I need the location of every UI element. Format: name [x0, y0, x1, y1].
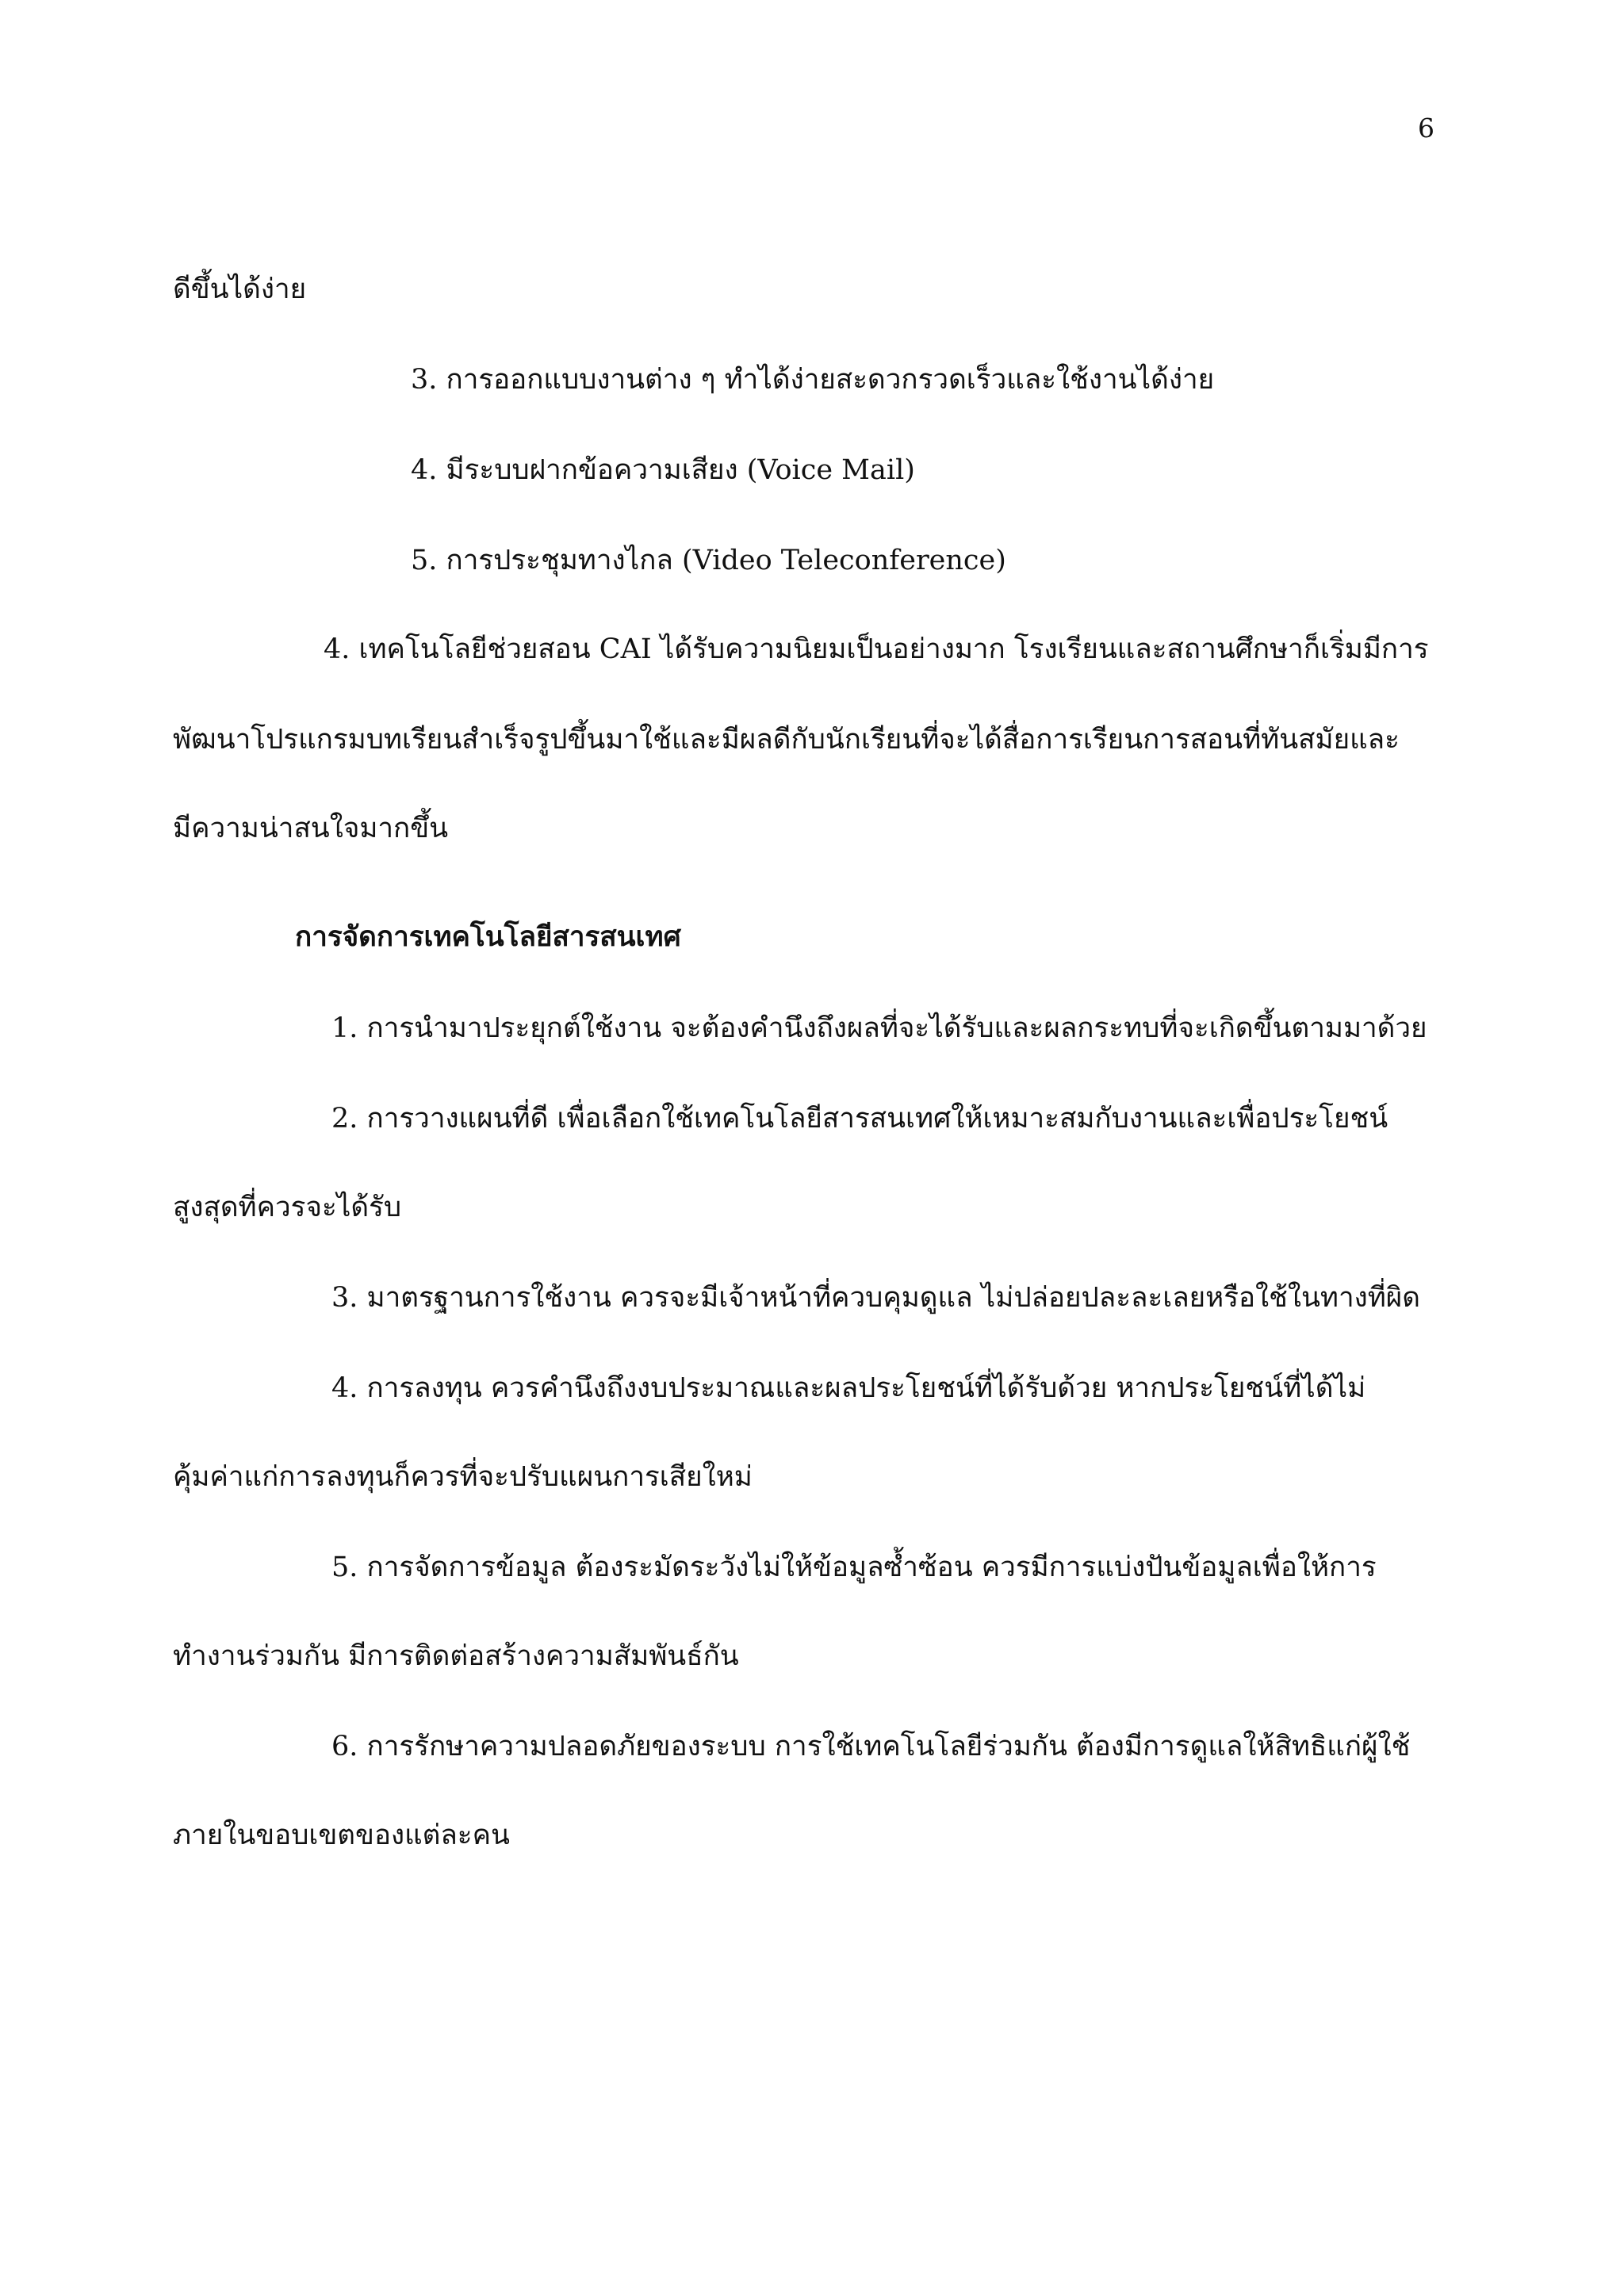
paragraph-4-line-2: พัฒนาโปรแกรมบทเรียนสำเร็จรูปขึ้นมาใช้และมีผลดีกับนักเรียนที่จะได้สื่อการเรียนการสอนที่ทันสมัยและ: [173, 724, 1400, 756]
mgmt-item-2-line-2: สูงสุดที่ควรจะได้รับ: [173, 1192, 402, 1223]
paragraph-4-line-1: 4. เทคโนโลยีช่วยสอน CAI ได้รับความนิยมเป็นอย่างมาก โรงเรียนและสถานศึกษาก็เริ่มมีการ: [324, 633, 1429, 665]
mgmt-item-5-line-1: 5. การจัดการข้อมูล ต้องระมัดระวังไม่ให้ข้อมูลซ้ำซ้อน ควรมีการแบ่งปันข้อมูลเพื่อให้การ: [331, 1552, 1377, 1583]
page-number: 6: [1418, 113, 1434, 144]
list-item-3: 3. การออกแบบงานต่าง ๆ ทำได้ง่ายสะดวกรวดเร็วและใช้งานได้ง่าย: [411, 364, 1215, 396]
paragraph-4-line-3: มีความน่าสนใจมากขึ้น: [173, 813, 449, 844]
continuation-line: ดีขึ้นได้ง่าย: [173, 274, 307, 305]
mgmt-item-2-line-1: 2. การวางแผนที่ดี เพื่อเลือกใช้เทคโนโลยีสารสนเทศให้เหมาะสมกับงานและเพื่อประโยชน์: [331, 1103, 1388, 1135]
section-heading: การจัดการเทคโนโลยีสารสนเทศ: [295, 920, 681, 953]
mgmt-item-6-line-1: 6. การรักษาความปลอดภัยของระบบ การใช้เทคโนโลยีร่วมกัน ต้องมีการดูแลให้สิทธิแก่ผู้ใช้: [331, 1731, 1411, 1762]
mgmt-item-6-line-2: ภายในขอบเขตของแต่ละคน: [173, 1820, 510, 1851]
mgmt-item-4-line-1: 4. การลงทุน ควรคำนึงถึงงบประมาณและผลประโยชน์ที่ได้รับด้วย หากประโยชน์ที่ได้ไม่: [331, 1372, 1366, 1404]
mgmt-item-5-line-2: ทำงานร่วมกัน มีการติดต่อสร้างความสัมพันธ์กัน: [173, 1640, 739, 1672]
mgmt-item-1: 1. การนำมาประยุกต์ใช้งาน จะต้องคำนึงถึงผลที่จะได้รับและผลกระทบที่จะเกิดขึ้นตามมาด้วย: [331, 1012, 1427, 1044]
list-item-4: 4. มีระบบฝากข้อความเสียง (Voice Mail): [411, 454, 915, 486]
list-item-5: 5. การประชุมทางไกล (Video Teleconference): [411, 545, 1006, 576]
mgmt-item-3: 3. มาตรฐานการใช้งาน ควรจะมีเจ้าหน้าที่ควบคุมดูแล ไม่ปล่อยปละละเลยหรือใช้ในทางที่ผิด: [331, 1282, 1421, 1314]
mgmt-item-4-line-2: คุ้มค่าแก่การลงทุนก็ควรที่จะปรับแผนการเสียใหม่: [173, 1461, 753, 1493]
